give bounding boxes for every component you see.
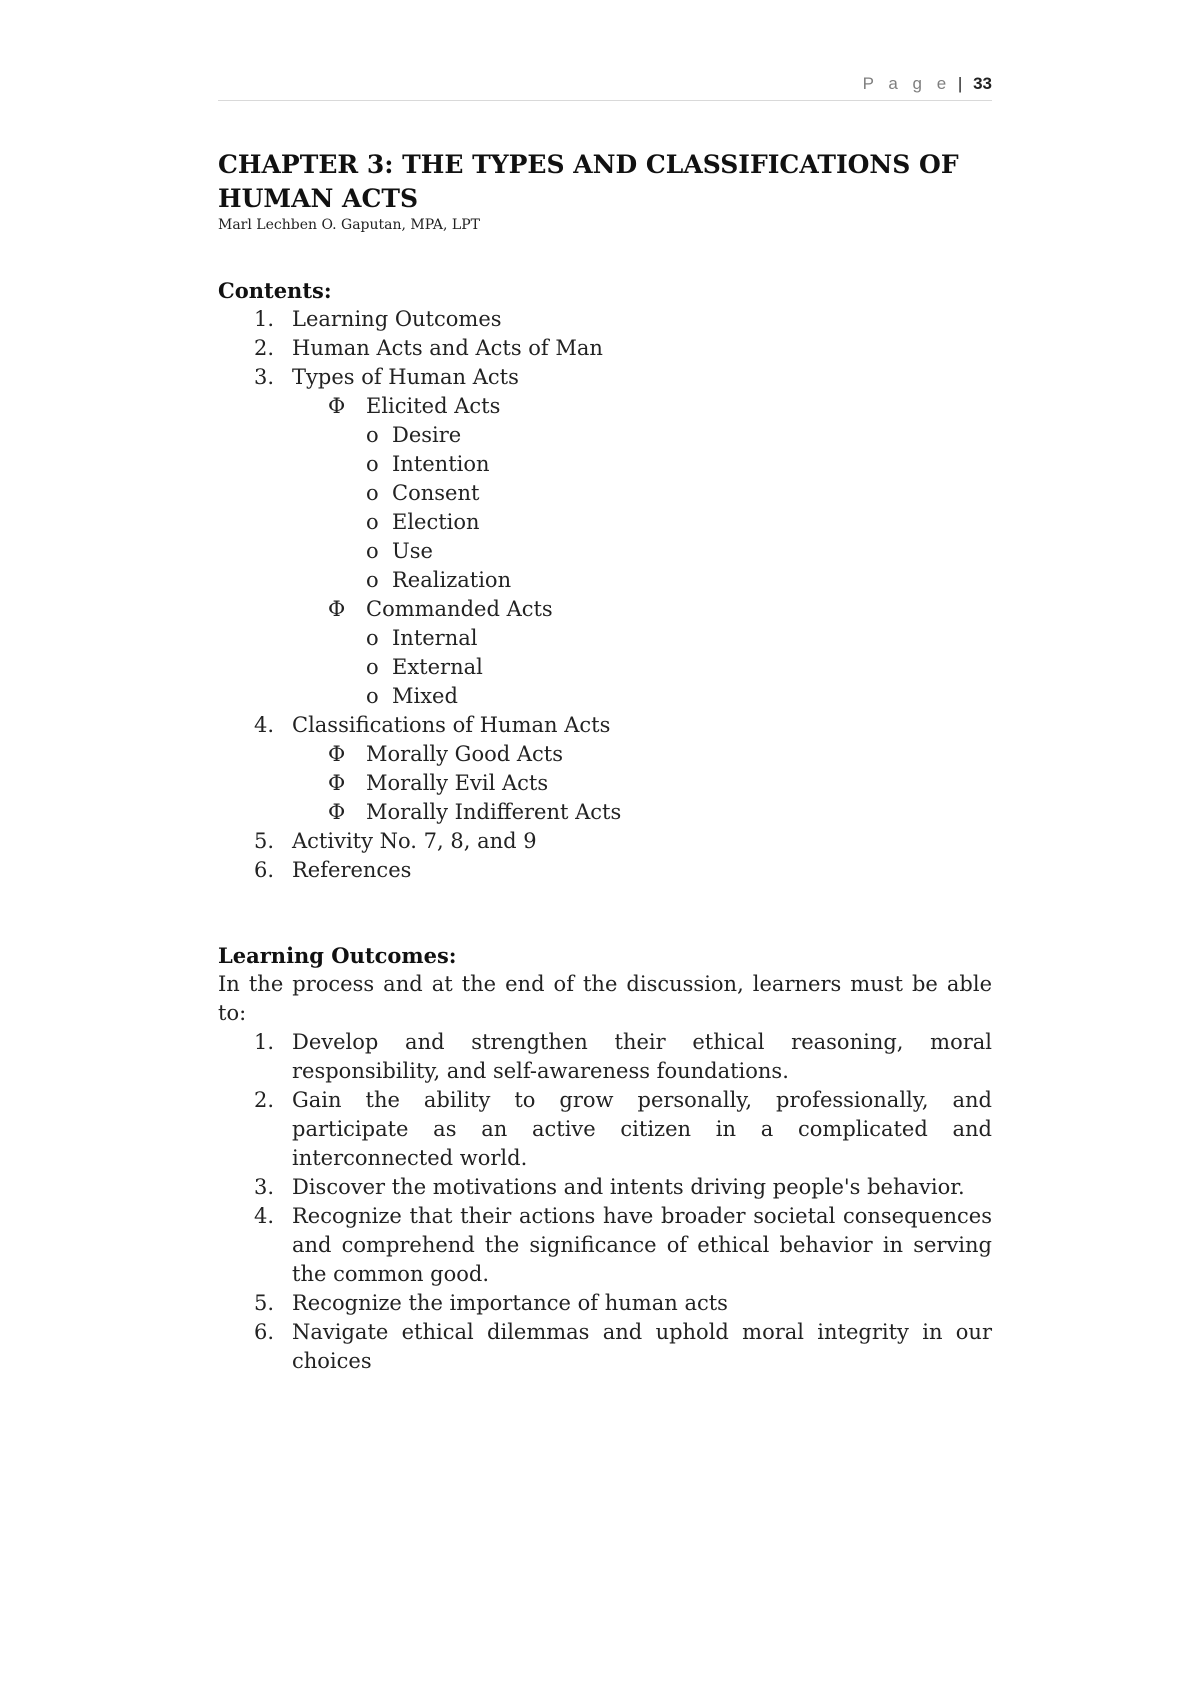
contents-subsubitem [218, 421, 992, 450]
item-text: Realization [392, 568, 512, 592]
item-text: Types of Human Acts [292, 365, 519, 389]
contents-subsubitem [218, 566, 992, 595]
phi-bullet-icon: Φ [328, 742, 346, 766]
item-text: Recognize that their actions have broader societal consequences and comprehend the significance of ethical behavior in serving the common good. [292, 1204, 992, 1286]
circle-bullet-icon: o [366, 539, 379, 563]
phi-bullet-icon: Φ [328, 597, 346, 621]
author-byline: Marl Lechben O. Gaputan, MPA, LPT [218, 217, 480, 233]
outcome-item [218, 1086, 992, 1173]
contents-item [218, 334, 992, 363]
item-number: 1. [254, 1030, 275, 1054]
item-text: Develop and strengthen their ethical reasoning, moral responsibility, and self-awareness foundations. [292, 1030, 992, 1083]
item-number: 2. [254, 1088, 275, 1112]
item-text: Desire [392, 423, 462, 447]
item-text: Morally Good Acts [366, 742, 563, 766]
page-label: P a g e [862, 74, 952, 93]
item-number: 3. [254, 365, 275, 389]
contents-subsubitem [218, 653, 992, 682]
circle-bullet-icon: o [366, 510, 379, 534]
page-indicator [863, 74, 992, 94]
contents-subitem [218, 769, 992, 798]
contents-subsubitem [218, 508, 992, 537]
outcome-item [218, 1173, 992, 1202]
outcome-item [218, 1202, 992, 1289]
page-header [218, 70, 992, 101]
contents-subsubitem [218, 479, 992, 508]
contents-subitem [218, 392, 992, 421]
item-text: Commanded Acts [366, 597, 553, 621]
item-text: Intention [392, 452, 490, 476]
item-text: Classifications of Human Acts [292, 713, 611, 737]
contents-subsubitem [218, 682, 992, 711]
circle-bullet-icon: o [366, 481, 379, 505]
item-text: References [292, 858, 412, 882]
item-text: Election [392, 510, 480, 534]
contents-item [218, 856, 992, 885]
contents-item [218, 305, 992, 334]
item-number: 5. [254, 829, 275, 853]
phi-bullet-icon: Φ [328, 771, 346, 795]
outcome-item [218, 1318, 992, 1376]
chapter-title: CHAPTER 3: THE TYPES AND CLASSIFICATIONS OF HUMAN ACTS [218, 150, 959, 213]
contents-subitem [218, 798, 992, 827]
contents-item [218, 363, 992, 392]
circle-bullet-icon: o [366, 655, 379, 679]
item-text: Human Acts and Acts of Man [292, 336, 603, 360]
outcome-item [218, 1289, 992, 1318]
item-number: 4. [254, 1204, 275, 1228]
contents-subsubitem [218, 624, 992, 653]
learning-outcomes-heading: Learning Outcomes: [218, 943, 457, 968]
circle-bullet-icon: o [366, 684, 379, 708]
circle-bullet-icon: o [366, 626, 379, 650]
contents-subitem [218, 595, 992, 624]
circle-bullet-icon: o [366, 568, 379, 592]
item-text: Learning Outcomes [292, 307, 502, 331]
contents-subitem [218, 740, 992, 769]
item-text: Discover the motivations and intents driving people's behavior. [292, 1175, 965, 1199]
item-number: 4. [254, 713, 275, 737]
item-text: Internal [392, 626, 478, 650]
phi-bullet-icon: Φ [328, 394, 346, 418]
circle-bullet-icon: o [366, 423, 379, 447]
contents-subsubitem [218, 450, 992, 479]
item-number: 6. [254, 1320, 275, 1344]
phi-bullet-icon: Φ [328, 800, 346, 824]
contents-item [218, 711, 992, 740]
document-body [218, 148, 992, 1376]
page-number: 33 [973, 74, 992, 93]
item-text: Morally Evil Acts [366, 771, 549, 795]
item-text: Elicited Acts [366, 394, 501, 418]
contents-list [218, 305, 992, 885]
item-text: Use [392, 539, 433, 563]
learning-outcomes-intro: In the process and at the end of the discussion, learners must be able to: [218, 972, 992, 1025]
item-text: Navigate ethical dilemmas and uphold moral integrity in our choices [292, 1320, 992, 1373]
item-number: 1. [254, 307, 275, 331]
learning-outcomes-list [218, 1028, 992, 1376]
item-text: Morally Indifferent Acts [366, 800, 622, 824]
item-text: Recognize the importance of human acts [292, 1291, 728, 1315]
item-number: 3. [254, 1175, 275, 1199]
outcome-item [218, 1028, 992, 1086]
item-number: 6. [254, 858, 275, 882]
item-text: Gain the ability to grow personally, professionally, and participate as an active citizen in a complicated and interconnected world. [292, 1088, 992, 1170]
item-text: Mixed [392, 684, 458, 708]
page-separator: | [957, 74, 963, 93]
item-text: Consent [392, 481, 480, 505]
item-text: External [392, 655, 483, 679]
contents-heading: Contents: [218, 278, 332, 303]
item-text: Activity No. 7, 8, and 9 [292, 829, 537, 853]
item-number: 2. [254, 336, 275, 360]
contents-item [218, 827, 992, 856]
item-number: 5. [254, 1291, 275, 1315]
circle-bullet-icon: o [366, 452, 379, 476]
contents-subsubitem [218, 537, 992, 566]
